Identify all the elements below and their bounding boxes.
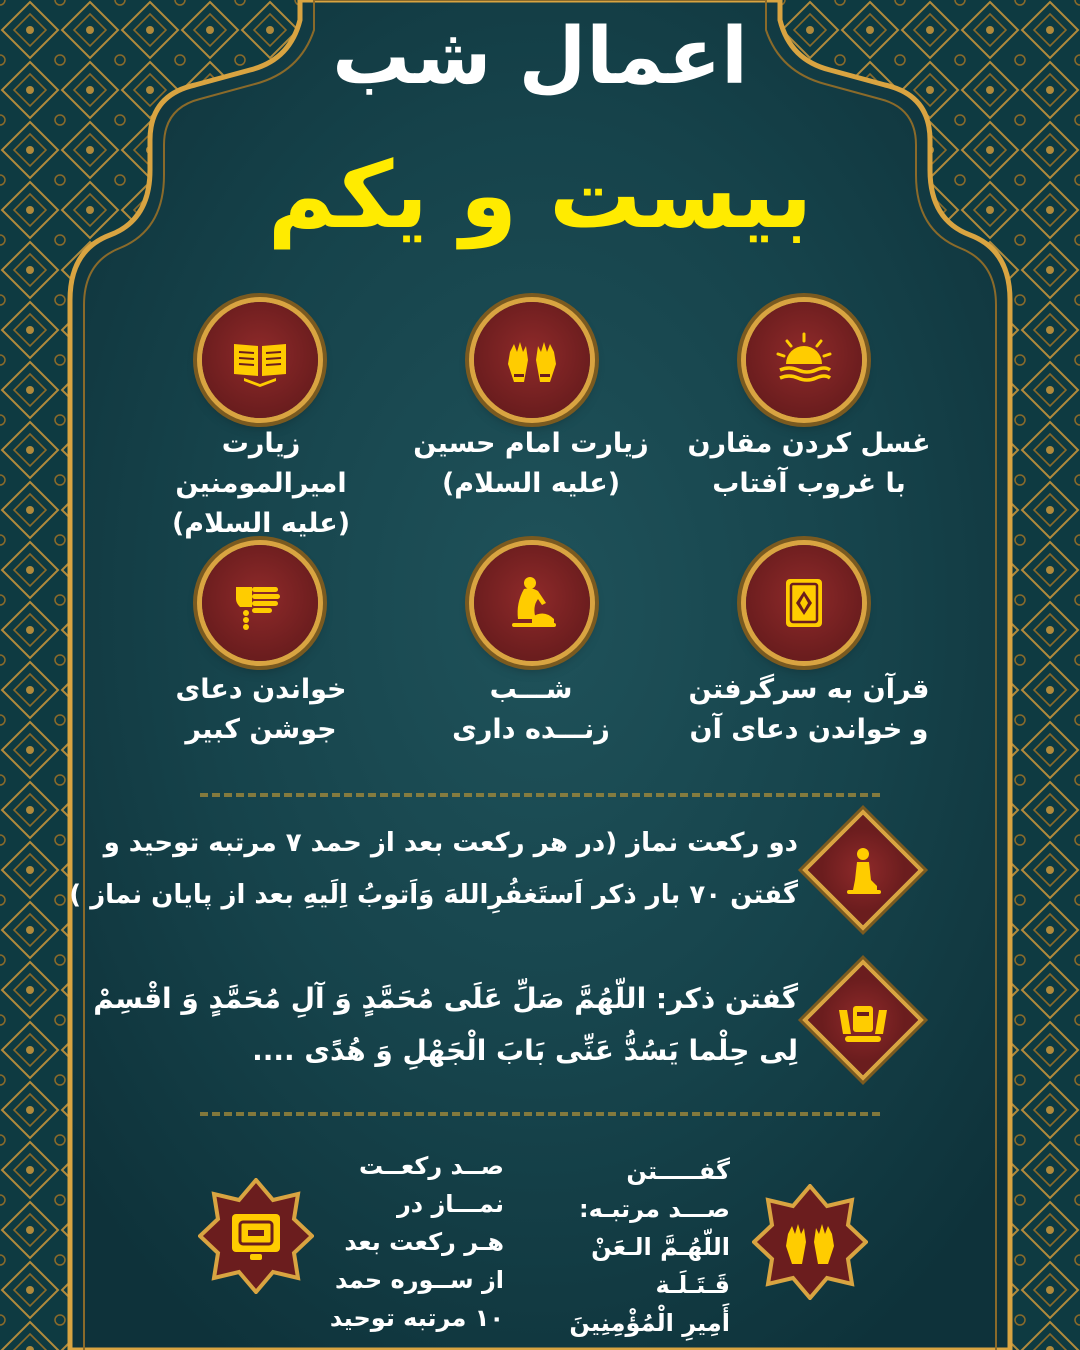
- caption-line: و خواندن دعای آن: [689, 714, 929, 745]
- caption-line: قرآن به سرگرفتن: [688, 674, 930, 705]
- text-line: اللّهُـمَّ الـعَنْ: [591, 1233, 730, 1261]
- page-title: اعمال شب: [332, 12, 748, 102]
- caption-line: خواندن دعای: [175, 674, 347, 705]
- action-caption: [406, 424, 656, 504]
- quran-icon: [746, 545, 862, 661]
- sunset-icon: [746, 302, 862, 418]
- action-caption: [136, 424, 386, 544]
- text-line: نمـــاز در: [396, 1190, 504, 1218]
- raised-hands-icon: [474, 302, 590, 418]
- caption-line: با غروب آفتاب: [712, 468, 906, 499]
- divider: [200, 793, 880, 797]
- text-line: از ســوره حمد: [334, 1266, 504, 1294]
- kneeling-worshipper-icon: [833, 840, 893, 900]
- text-line: أَمِیرِ الْمُؤْمِنِینَ: [569, 1309, 730, 1337]
- text-line: قَـتَـلَـة: [655, 1271, 730, 1299]
- star-badge: [198, 1178, 314, 1294]
- bottom-left-text: [318, 1147, 504, 1337]
- divider: [200, 1112, 880, 1116]
- prayer-text-line: لِی حِلْما یَسُدُّ عَنِّی بَابَ الْجَهْلِ وَ هُدًى ....: [252, 1034, 798, 1067]
- bottom-right-text: [540, 1152, 730, 1342]
- open-book-icon: [202, 302, 318, 418]
- caption-line: شـــب: [489, 674, 573, 705]
- caption-line: (علیه السلام): [171, 508, 351, 539]
- caption-line: زیارت امیرالمومنین: [175, 428, 347, 499]
- action-caption: [406, 670, 656, 750]
- text-line: صـــد مرتبـه:: [579, 1195, 730, 1223]
- caption-line: زنـــده داری: [452, 714, 610, 745]
- praying-person-icon: [474, 545, 590, 661]
- prayer-beads-hand-icon: [202, 545, 318, 661]
- text-line: هـر رکعت بعد: [344, 1228, 504, 1256]
- page-subtitle: بیست و یکم: [267, 142, 813, 249]
- hands-holding-quran-icon: [833, 990, 893, 1050]
- action-caption: [136, 670, 386, 750]
- text-line: گفـــــتن: [626, 1157, 730, 1185]
- caption-line: (علیه السلام): [441, 468, 621, 499]
- prayer-text-line: دو رکعت نماز (در هر رکعت بعد از حمد ۷ مرتبه توحید و: [103, 828, 798, 858]
- caption-line: جوشن کبیر: [185, 714, 337, 745]
- caption-line: غسل کردن مقارن: [687, 428, 931, 459]
- star-badge: [752, 1184, 868, 1300]
- action-caption: [684, 670, 934, 750]
- action-caption: [684, 424, 934, 504]
- prayer-text-line: گفتن ذکر: اللّهُمَّ صَلِّ عَلَى مُحَمَّدٍ وَ آلِ مُحَمَّدٍ وَ اقْسِمْ: [93, 982, 798, 1015]
- text-line: ۱۰ مرتبه توحید: [329, 1304, 504, 1332]
- prayer-text-line: گفتن ۷۰ بار ذکر اَستَغفُرِاللهَ وَاَتوبُ اِلَیهِ بعد از پایان نماز ): [69, 880, 798, 910]
- caption-line: زیارت امام حسین: [413, 428, 649, 459]
- text-line: صــد رکعــت: [359, 1152, 504, 1180]
